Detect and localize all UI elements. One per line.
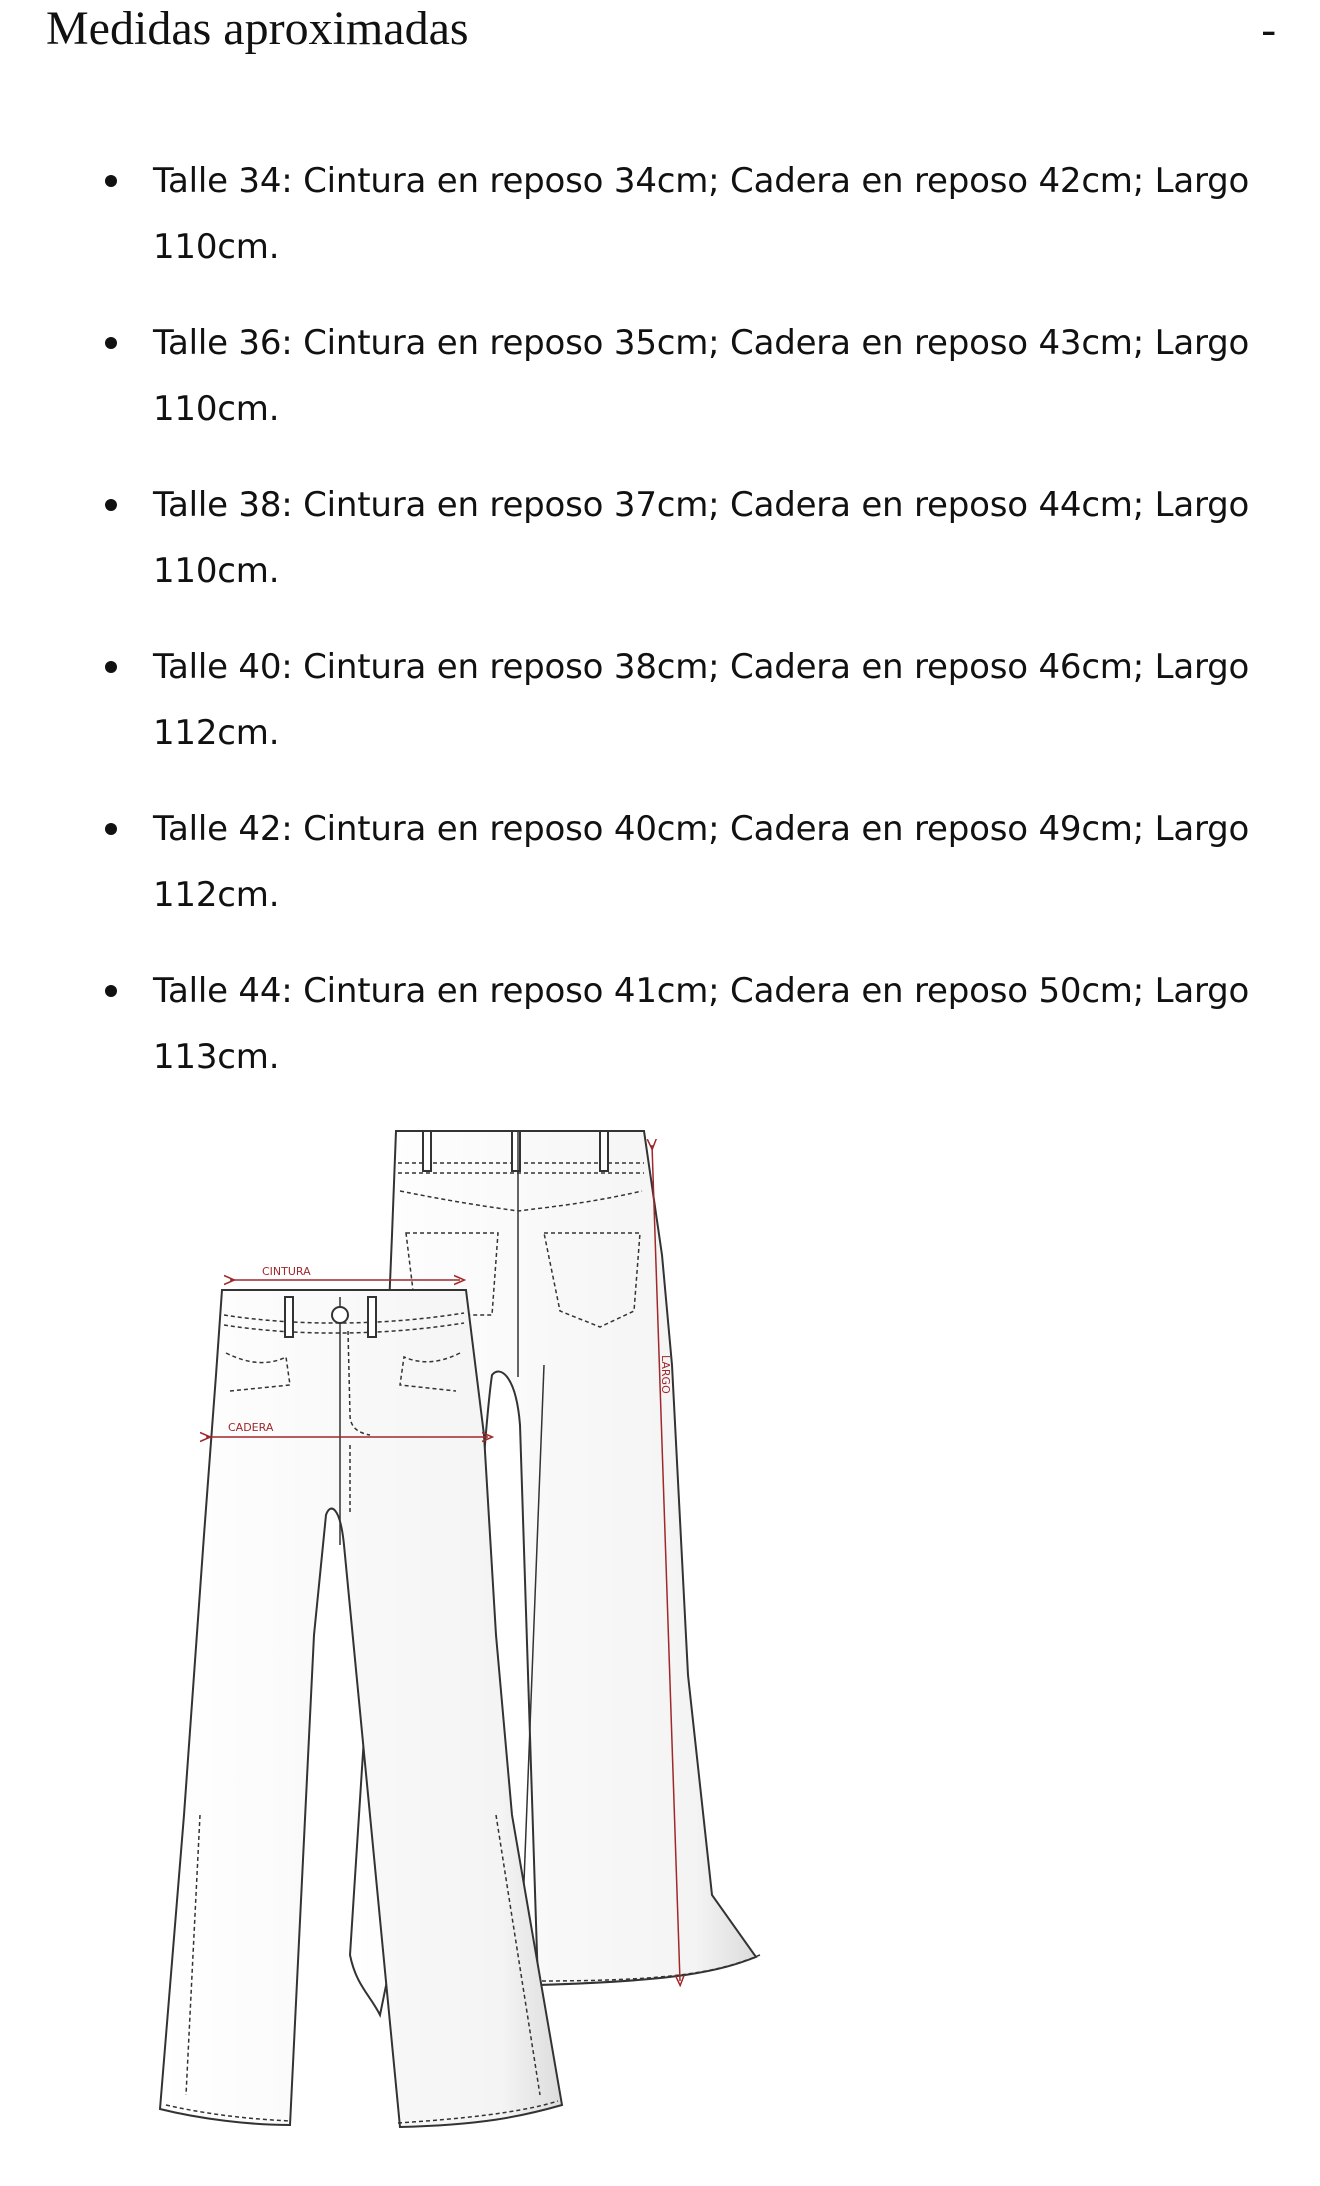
list-item [0, 472, 1320, 634]
belt-loop [600, 1131, 608, 1171]
bullet-icon [105, 337, 117, 349]
label-cintura: CINTURA [262, 1265, 311, 1278]
measurement-text: Talle 38: Cintura en reposo 37cm; Cadera en reposo 44cm; Largo 110cm. [153, 485, 1250, 591]
collapse-toggle-icon[interactable]: - [1261, 5, 1276, 54]
section-header[interactable] [0, 0, 1320, 90]
measurement-text: Talle 44: Cintura en reposo 41cm; Cadera en reposo 50cm; Largo 113cm. [153, 971, 1250, 1077]
label-cadera: CADERA [228, 1421, 274, 1434]
bullet-icon [105, 985, 117, 997]
measurement-text: Talle 40: Cintura en reposo 38cm; Cadera en reposo 46cm; Largo 112cm. [153, 647, 1250, 753]
section-title: Medidas aproximadas [46, 2, 469, 55]
list-item [0, 310, 1320, 472]
list-item [0, 796, 1320, 958]
button-icon [332, 1307, 348, 1323]
belt-loop [368, 1297, 376, 1337]
measurement-text: Talle 34: Cintura en reposo 34cm; Cadera en reposo 42cm; Largo 110cm. [153, 161, 1250, 267]
belt-loop [285, 1297, 293, 1337]
belt-loop [423, 1131, 431, 1171]
jeans-size-diagram [100, 1115, 780, 2165]
measurement-text: Talle 42: Cintura en reposo 40cm; Cadera en reposo 49cm; Largo 112cm. [153, 809, 1250, 915]
list-item [0, 958, 1320, 1120]
bullet-icon [105, 499, 117, 511]
list-item [0, 634, 1320, 796]
bullet-icon [105, 175, 117, 187]
list-item [0, 148, 1320, 310]
bullet-icon [105, 661, 117, 673]
jeans-front-view [160, 1290, 562, 2127]
belt-loop [512, 1131, 520, 1171]
measurements-list [0, 148, 1320, 1120]
bullet-icon [105, 823, 117, 835]
label-largo: LARGO [659, 1355, 672, 1394]
measurement-text: Talle 36: Cintura en reposo 35cm; Cadera en reposo 43cm; Largo 110cm. [153, 323, 1250, 429]
